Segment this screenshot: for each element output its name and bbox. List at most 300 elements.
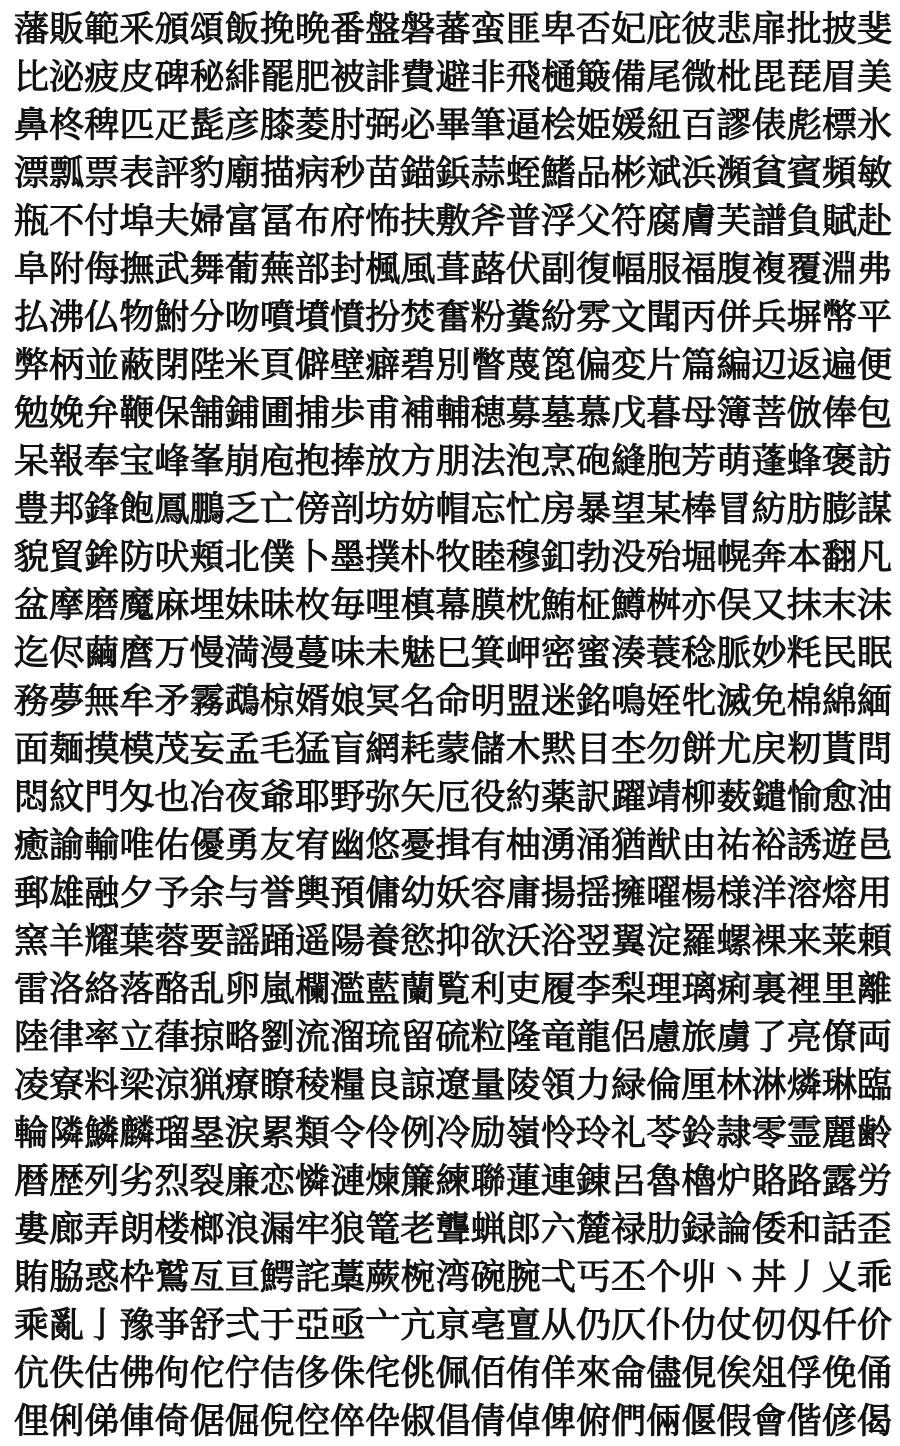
kanji-glyph: 副 (540, 249, 576, 290)
kanji-glyph: 篇 (681, 345, 717, 386)
kanji-glyph: 麿 (119, 633, 155, 674)
kanji-glyph: 鋪 (224, 393, 260, 434)
kanji-glyph: 諭 (49, 825, 85, 866)
kanji-glyph: 立 (119, 1017, 155, 1058)
kanji-glyph: 陵 (505, 1065, 541, 1106)
kanji-glyph: 捧 (330, 441, 366, 482)
kanji-glyph: 緋 (224, 57, 260, 98)
kanji-glyph: 俚 (14, 1401, 50, 1442)
kanji-glyph: 磨 (84, 585, 120, 626)
kanji-glyph: 亠 (365, 1305, 401, 1346)
kanji-glyph: 丕 (611, 1257, 647, 1298)
kanji-glyph: 佻 (400, 1353, 436, 1394)
kanji-glyph: 躍 (611, 777, 647, 818)
kanji-glyph: 湊 (611, 633, 647, 674)
kanji-glyph: 役 (470, 777, 506, 818)
kanji-glyph: 倭 (751, 1209, 787, 1250)
kanji-glyph: 慾 (400, 921, 436, 962)
kanji-glyph: 冒 (716, 489, 752, 530)
glyph-row (14, 486, 892, 534)
kanji-glyph: 梁 (119, 1065, 155, 1106)
kanji-glyph: 丼 (751, 1257, 787, 1298)
kanji-glyph: 勿 (646, 729, 682, 770)
kanji-glyph: 毘 (751, 57, 787, 98)
kanji-glyph: 厄 (435, 777, 471, 818)
kanji-glyph: 訳 (576, 777, 612, 818)
kanji-glyph: 榔 (189, 1209, 225, 1250)
kanji-glyph: 斐 (857, 9, 893, 50)
kanji-glyph: 暴 (576, 489, 612, 530)
kanji-glyph: 佰 (470, 1353, 506, 1394)
kanji-glyph: 倬 (505, 1401, 541, 1442)
kanji-glyph: 帽 (435, 489, 471, 530)
kanji-glyph: 傍 (295, 489, 331, 530)
kanji-glyph: 羅 (681, 921, 717, 962)
kanji-glyph: 払 (14, 297, 50, 338)
kanji-glyph: 聯 (470, 1161, 506, 1202)
kanji-glyph: 也 (154, 777, 190, 818)
kanji-glyph: 抹 (786, 585, 822, 626)
kanji-glyph: 歩 (330, 393, 366, 434)
kanji-glyph: 別 (435, 345, 471, 386)
kanji-glyph: 假 (716, 1401, 752, 1442)
kanji-glyph: 稜 (295, 1065, 331, 1106)
kanji-glyph: 聞 (646, 297, 682, 338)
kanji-glyph: 門 (84, 777, 120, 818)
glyph-row (14, 438, 892, 486)
kanji-glyph: 靖 (646, 777, 682, 818)
kanji-glyph: 丙 (681, 297, 717, 338)
kanji-glyph: 目 (576, 729, 612, 770)
kanji-glyph: 耶 (295, 777, 331, 818)
kanji-glyph: 文 (611, 297, 647, 338)
kanji-glyph: 螺 (716, 921, 752, 962)
kanji-glyph: 涙 (224, 1113, 260, 1154)
kanji-glyph: 俐 (49, 1401, 85, 1442)
kanji-glyph: 披 (821, 9, 857, 50)
kanji-glyph: 脇 (49, 1257, 85, 1298)
kanji-glyph: 罷 (259, 57, 295, 98)
kanji-glyph: 豹 (189, 153, 225, 194)
kanji-glyph: 府 (330, 201, 366, 242)
kanji-glyph: 鳳 (154, 489, 190, 530)
kanji-glyph: 約 (505, 777, 541, 818)
kanji-glyph: 仆 (646, 1305, 682, 1346)
kanji-glyph: 硫 (435, 1017, 471, 1058)
kanji-glyph: 緑 (611, 1065, 647, 1106)
kanji-glyph: 琉 (365, 1017, 401, 1058)
kanji-glyph: 力 (576, 1065, 612, 1106)
glyph-row (14, 678, 892, 726)
kanji-glyph: 錬 (576, 1161, 612, 1202)
kanji-glyph: 譜 (751, 201, 787, 242)
kanji-glyph: 瑠 (154, 1113, 190, 1154)
kanji-glyph: 覆 (786, 249, 822, 290)
kanji-glyph: 武 (154, 249, 190, 290)
kanji-glyph: 友 (259, 825, 295, 866)
kanji-glyph: 仂 (681, 1305, 717, 1346)
kanji-glyph: 霊 (786, 1113, 822, 1154)
kanji-glyph: 龍 (576, 1017, 612, 1058)
kanji-glyph: 否 (576, 9, 612, 50)
kanji-glyph: 偏 (576, 345, 612, 386)
kanji-glyph: 乖 (857, 1257, 893, 1298)
kanji-glyph: 餅 (681, 729, 717, 770)
kanji-glyph: 估 (84, 1353, 120, 1394)
kanji-glyph: 父 (576, 201, 612, 242)
kanji-glyph: 福 (681, 249, 717, 290)
kanji-glyph: 返 (786, 345, 822, 386)
kanji-glyph: 涌 (576, 825, 612, 866)
kanji-glyph: 誹 (365, 57, 401, 98)
kanji-glyph: 蒙 (435, 729, 471, 770)
kanji-glyph: 齢 (857, 1113, 893, 1154)
kanji-glyph: 縫 (611, 441, 647, 482)
kanji-glyph: 隷 (716, 1113, 752, 1154)
kanji-glyph: 弍 (224, 1305, 260, 1346)
kanji-glyph: 匁 (119, 777, 155, 818)
kanji-glyph: 邦 (49, 489, 85, 530)
glyph-row (14, 198, 892, 246)
kanji-glyph: 筆 (470, 105, 506, 146)
kanji-glyph: 粍 (786, 633, 822, 674)
kanji-glyph: 怜 (540, 1113, 576, 1154)
kanji-glyph: 箕 (470, 633, 506, 674)
kanji-glyph: 略 (224, 1017, 260, 1058)
kanji-glyph: 離 (857, 969, 893, 1010)
kanji-glyph: 曜 (646, 873, 682, 914)
kanji-glyph: 凌 (14, 1065, 50, 1106)
glyph-row (14, 1398, 892, 1446)
kanji-glyph: 尾 (646, 57, 682, 98)
kanji-glyph: 領 (540, 1065, 576, 1106)
kanji-glyph: 弥 (365, 777, 401, 818)
kanji-glyph: 廉 (224, 1161, 260, 1202)
kanji-glyph: 謀 (857, 489, 893, 530)
kanji-glyph: 嶺 (505, 1113, 541, 1154)
kanji-glyph: 雷 (14, 969, 50, 1010)
kanji-glyph: 遼 (435, 1065, 471, 1106)
kanji-glyph: 妨 (400, 489, 436, 530)
kanji-glyph: 尤 (716, 729, 752, 770)
kanji-glyph: 侏 (330, 1353, 366, 1394)
kanji-glyph: 卑 (540, 9, 576, 50)
kanji-glyph: 亡 (259, 489, 295, 530)
kanji-glyph: 編 (716, 345, 752, 386)
kanji-glyph: 佩 (435, 1353, 471, 1394)
kanji-glyph: 菱 (295, 105, 331, 146)
kanji-glyph: 婿 (295, 681, 331, 722)
kanji-glyph: 妙 (751, 633, 787, 674)
kanji-glyph: 窯 (14, 921, 50, 962)
kanji-glyph: 録 (681, 1209, 717, 1250)
kanji-glyph: 桧 (540, 105, 576, 146)
kanji-glyph: 飛 (505, 57, 541, 98)
kanji-glyph: 腹 (716, 249, 752, 290)
kanji-glyph: 箆 (540, 345, 576, 386)
kanji-glyph: 蕨 (365, 1257, 401, 1298)
kanji-glyph: 胞 (646, 441, 682, 482)
kanji-glyph: 凡 (857, 537, 893, 578)
kanji-glyph: 碑 (154, 57, 190, 98)
kanji-glyph: 里 (821, 969, 857, 1010)
kanji-glyph: 飽 (119, 489, 155, 530)
kanji-glyph: 妃 (611, 9, 647, 50)
kanji-glyph: 輿 (295, 873, 331, 914)
kanji-glyph: 儲 (470, 729, 506, 770)
kanji-glyph: 糞 (505, 297, 541, 338)
kanji-glyph: 鰭 (540, 153, 576, 194)
kanji-glyph: 牝 (681, 681, 717, 722)
kanji-glyph: 毛 (259, 729, 295, 770)
kanji-glyph: 柊 (49, 105, 85, 146)
kanji-glyph: 労 (857, 1161, 893, 1202)
kanji-glyph: 服 (646, 249, 682, 290)
kanji-glyph: 琳 (821, 1065, 857, 1106)
kanji-glyph: 鰐 (259, 1257, 295, 1298)
kanji-glyph: 保 (154, 393, 190, 434)
kanji-glyph: 例 (400, 1113, 436, 1154)
kanji-glyph: 从 (540, 1305, 576, 1346)
kanji-glyph: 斌 (646, 153, 682, 194)
kanji-glyph: 路 (786, 1161, 822, 1202)
kanji-glyph: 辺 (751, 345, 787, 386)
kanji-glyph: 倡 (435, 1401, 471, 1442)
kanji-glyph: 弁 (84, 393, 120, 434)
kanji-glyph: 利 (470, 969, 506, 1010)
glyph-row (14, 1302, 892, 1350)
kanji-glyph: 芳 (681, 441, 717, 482)
kanji-glyph: 蕃 (435, 9, 471, 50)
kanji-glyph: 北 (224, 537, 260, 578)
kanji-glyph: 摸 (84, 729, 120, 770)
kanji-glyph: 儘 (646, 1353, 682, 1394)
kanji-glyph: 遊 (821, 825, 857, 866)
kanji-glyph: 涼 (154, 1065, 190, 1106)
kanji-glyph: 舗 (189, 393, 225, 434)
kanji-glyph: 呆 (14, 441, 50, 482)
kanji-glyph: 紐 (646, 105, 682, 146)
kanji-glyph: 匪 (505, 9, 541, 50)
kanji-glyph: 両 (857, 1017, 893, 1058)
kanji-glyph: 媛 (611, 105, 647, 146)
kanji-glyph: 甫 (365, 393, 401, 434)
kanji-glyph: 沸 (49, 297, 85, 338)
kanji-glyph: 湧 (540, 825, 576, 866)
kanji-glyph: 呂 (611, 1161, 647, 1202)
kanji-glyph: 洋 (751, 873, 787, 914)
kanji-glyph: 粉 (470, 297, 506, 338)
kanji-glyph: 佶 (259, 1353, 295, 1394)
kanji-glyph: 令 (330, 1113, 366, 1154)
kanji-glyph: 預 (330, 873, 366, 914)
kanji-glyph: 俥 (119, 1401, 155, 1442)
kanji-glyph: 鱗 (84, 1113, 120, 1154)
kanji-glyph: 療 (224, 1065, 260, 1106)
kanji-glyph: 挽 (259, 9, 295, 50)
kanji-glyph: 狼 (330, 1209, 366, 1250)
kanji-glyph: 瞥 (470, 345, 506, 386)
kanji-glyph: 睦 (470, 537, 506, 578)
kanji-glyph: 埠 (119, 201, 155, 242)
kanji-glyph: 余 (189, 873, 225, 914)
kanji-glyph: 紋 (49, 777, 85, 818)
kanji-glyph: 蓮 (505, 1161, 541, 1202)
kanji-glyph: 貰 (821, 729, 857, 770)
kanji-glyph: 娘 (330, 681, 366, 722)
glyph-row (14, 342, 892, 390)
kanji-glyph: 薮 (716, 777, 752, 818)
kanji-glyph: 逼 (505, 105, 541, 146)
kanji-glyph: 遍 (821, 345, 857, 386)
kanji-glyph: 菩 (751, 393, 787, 434)
kanji-glyph: 補 (400, 393, 436, 434)
kanji-glyph: 賦 (821, 201, 857, 242)
kanji-glyph: 敷 (435, 201, 471, 242)
kanji-glyph: 戊 (611, 393, 647, 434)
kanji-glyph: 篭 (365, 1209, 401, 1250)
kanji-glyph: 耗 (400, 729, 436, 770)
kanji-glyph: 亘 (224, 1257, 260, 1298)
kanji-glyph: 伉 (14, 1353, 50, 1394)
kanji-glyph: 表 (119, 153, 155, 194)
kanji-glyph: 憂 (400, 825, 436, 866)
kanji-glyph: 雰 (576, 297, 612, 338)
kanji-glyph: 亊 (154, 1305, 190, 1346)
kanji-glyph: 佝 (154, 1353, 190, 1394)
kanji-glyph: 頼 (857, 921, 893, 962)
kanji-glyph: 膨 (821, 489, 857, 530)
kanji-glyph: 侖 (611, 1353, 647, 1394)
kanji-glyph: 履 (540, 969, 576, 1010)
kanji-glyph: 肘 (330, 105, 366, 146)
kanji-glyph: 爺 (259, 777, 295, 818)
kanji-glyph: 瓢 (49, 153, 85, 194)
glyph-row (14, 390, 892, 438)
glyph-row (14, 1158, 892, 1206)
kanji-glyph: 厘 (681, 1065, 717, 1106)
kanji-glyph: 亢 (400, 1305, 436, 1346)
kanji-glyph: 奮 (435, 297, 471, 338)
kanji-glyph: 梨 (611, 969, 647, 1010)
kanji-glyph: 飯 (224, 9, 260, 50)
kanji-glyph: 擁 (611, 873, 647, 914)
kanji-glyph: 某 (646, 489, 682, 530)
kanji-glyph: 欄 (295, 969, 331, 1010)
kanji-glyph: 巳 (435, 633, 471, 674)
kanji-glyph: 疋 (154, 105, 190, 146)
kanji-glyph: 冨 (259, 201, 295, 242)
kanji-glyph: 俎 (751, 1353, 787, 1394)
kanji-glyph: 朗 (119, 1209, 155, 1250)
glyph-row (14, 1206, 892, 1254)
kanji-glyph: 封 (330, 249, 366, 290)
kanji-glyph: 落 (119, 969, 155, 1010)
kanji-glyph: 鞭 (119, 393, 155, 434)
kanji-glyph: 微 (681, 57, 717, 98)
kanji-glyph: 幌 (716, 537, 752, 578)
kanji-glyph: 碗 (470, 1257, 506, 1298)
kanji-glyph: 阜 (14, 249, 50, 290)
kanji-glyph: 藩 (14, 9, 50, 50)
kanji-glyph: 容 (470, 873, 506, 914)
kanji-glyph: 妖 (435, 873, 471, 914)
kanji-glyph: 泡 (505, 441, 541, 482)
kanji-glyph: 猟 (189, 1065, 225, 1106)
kanji-glyph: 仟 (821, 1305, 857, 1346)
kanji-glyph: 鋒 (84, 489, 120, 530)
kanji-glyph: 侭 (49, 633, 85, 674)
kanji-glyph: 俸 (821, 393, 857, 434)
kanji-glyph: 誉 (259, 873, 295, 914)
kanji-glyph: 賂 (751, 1161, 787, 1202)
kanji-glyph: 牢 (295, 1209, 331, 1250)
kanji-glyph: 虜 (716, 1017, 752, 1058)
kanji-glyph: 鱒 (611, 585, 647, 626)
kanji-glyph: 黙 (540, 729, 576, 770)
kanji-glyph: 費 (400, 57, 436, 98)
kanji-glyph: 倅 (330, 1401, 366, 1442)
kanji-glyph: 裂 (189, 1161, 225, 1202)
kanji-glyph: 符 (611, 201, 647, 242)
kanji-glyph: 謬 (716, 105, 752, 146)
kanji-glyph: 俟 (716, 1353, 752, 1394)
kanji-glyph: 亮 (786, 1017, 822, 1058)
kanji-glyph: 品 (576, 153, 612, 194)
kanji-glyph: 坊 (365, 489, 401, 530)
kanji-glyph: 楓 (365, 249, 401, 290)
kanji-glyph: 量 (470, 1065, 506, 1106)
kanji-glyph: 分 (189, 297, 225, 338)
kanji-glyph: 病 (295, 153, 331, 194)
kanji-glyph: 礼 (611, 1113, 647, 1154)
kanji-glyph: 片 (646, 345, 682, 386)
kanji-glyph: 漏 (259, 1209, 295, 1250)
kanji-glyph: 滅 (716, 681, 752, 722)
kanji-glyph: 綿 (821, 681, 857, 722)
kanji-glyph: 偃 (681, 1401, 717, 1442)
kanji-glyph: 幼 (400, 873, 436, 914)
kanji-glyph: 鉾 (84, 537, 120, 578)
kanji-glyph: 憐 (295, 1161, 331, 1202)
kanji-glyph: 流 (295, 1017, 331, 1058)
kanji-glyph: 列 (84, 1161, 120, 1202)
kanji-glyph: 摩 (49, 585, 85, 626)
kanji-glyph: 料 (84, 1065, 120, 1106)
kanji-glyph: 酪 (154, 969, 190, 1010)
kanji-glyph: 鵡 (224, 681, 260, 722)
kanji-glyph: 来 (786, 921, 822, 962)
kanji-glyph: 淀 (646, 921, 682, 962)
kanji-glyph: 愉 (786, 777, 822, 818)
kanji-glyph: 乘 (14, 1305, 50, 1346)
kanji-glyph: 詫 (295, 1257, 331, 1298)
kanji-glyph: 謡 (224, 921, 260, 962)
kanji-glyph: 穆 (505, 537, 541, 578)
kanji-glyph: 弄 (84, 1209, 120, 1250)
kanji-glyph: 蘭 (400, 969, 436, 1010)
kanji-glyph: 沫 (857, 585, 893, 626)
kanji-glyph: 岬 (505, 633, 541, 674)
kanji-glyph: 膚 (681, 201, 717, 242)
kanji-glyph: 廊 (49, 1209, 85, 1250)
kanji-glyph: 吻 (224, 297, 260, 338)
kanji-glyph: 奔 (751, 537, 787, 578)
kanji-glyph: 乏 (224, 489, 260, 530)
glyph-row (14, 6, 892, 54)
kanji-glyph: 价 (857, 1305, 893, 1346)
kanji-glyph: 亟 (330, 1305, 366, 1346)
